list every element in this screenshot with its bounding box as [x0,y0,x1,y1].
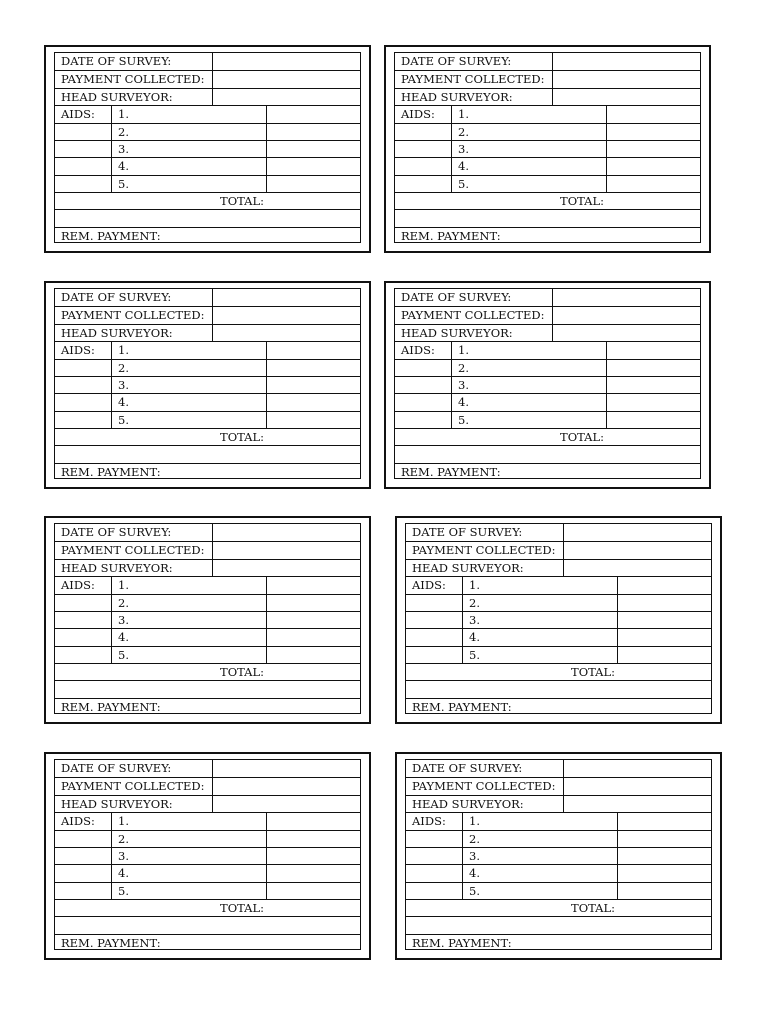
table-row [55,680,360,697]
total-label: TOTAL: [571,665,615,679]
head-surveyor-field[interactable] [212,560,360,576]
aid-amount-field[interactable] [266,577,360,593]
table-row [55,393,360,410]
table-row [55,324,360,341]
total-label: TOTAL: [220,901,264,915]
table-row [395,445,700,462]
aid-item-number: 4. [111,865,266,881]
date-of-survey-label: DATE OF SURVEY: [61,761,172,775]
aids-label: AIDS: [412,814,446,829]
aid-amount-field[interactable] [617,883,711,899]
aid-item-number: 1. [451,106,606,122]
table-row [406,680,711,697]
payment-collected-label: PAYMENT COLLECTED: [61,779,205,794]
head-surveyor-field[interactable] [212,796,360,812]
head-surveyor-label: HEAD SURVEYOR: [61,796,173,811]
table-row [406,628,711,645]
aid-item-number: 4. [111,158,266,174]
table-row [395,289,700,306]
table-row [55,795,360,812]
aid-item-number: 2. [111,360,266,376]
aid-amount-field[interactable] [266,360,360,376]
aid-amount-field[interactable] [617,647,711,663]
head-surveyor-label: HEAD SURVEYOR: [412,796,524,811]
form-table [405,759,712,950]
survey-card [384,281,711,489]
table-row [55,777,360,794]
table-row [55,524,360,541]
aid-item-number: 1. [462,577,617,593]
table-row [55,899,360,916]
total-amount-field[interactable] [55,681,360,697]
table-row [55,227,360,244]
table-row [55,53,360,70]
date-of-survey-field[interactable] [563,524,711,541]
aid-amount-field[interactable] [606,124,700,140]
total-label: TOTAL: [560,194,604,208]
table-row [55,428,360,445]
aid-amount-field[interactable] [617,612,711,628]
table-row [55,628,360,645]
aids-label: AIDS: [61,814,95,829]
aid-item-number: 4. [462,865,617,881]
aid-item-number: 5. [451,412,606,428]
date-of-survey-label: DATE OF SURVEY: [412,525,523,539]
aid-item-number: 3. [462,612,617,628]
aid-item-number: 1. [111,106,266,122]
table-row [55,663,360,680]
table-row [395,209,700,226]
table-row [55,175,360,192]
aid-item-number: 3. [111,377,266,393]
aid-amount-field[interactable] [266,865,360,881]
aid-item-number: 2. [451,360,606,376]
date-of-survey-field[interactable] [212,289,360,306]
table-row [406,541,711,558]
head-surveyor-label: HEAD SURVEYOR: [61,89,173,104]
table-row [406,698,711,715]
date-of-survey-label: DATE OF SURVEY: [61,290,172,304]
total-label: TOTAL: [220,430,264,444]
date-of-survey-label: DATE OF SURVEY: [412,761,523,775]
aid-item-number: 3. [111,612,266,628]
date-of-survey-field[interactable] [212,53,360,70]
aid-item-number: 1. [462,813,617,829]
table-row [395,324,700,341]
payment-collected-label: PAYMENT COLLECTED: [412,779,556,794]
form-table [54,523,361,714]
aid-item-number: 2. [111,124,266,140]
table-row [55,341,360,358]
aid-amount-field[interactable] [266,158,360,174]
total-amount-field[interactable] [406,917,711,933]
aid-item-number: 3. [451,141,606,157]
table-row [55,140,360,157]
aid-amount-field[interactable] [266,813,360,829]
head-surveyor-field[interactable] [212,89,360,105]
table-row [55,376,360,393]
head-surveyor-label: HEAD SURVEYOR: [401,325,513,340]
table-row [395,123,700,140]
aids-label: AIDS: [401,107,435,122]
survey-card [395,516,722,724]
table-row [395,428,700,445]
head-surveyor-field[interactable] [552,89,700,105]
date-of-survey-label: DATE OF SURVEY: [61,54,172,68]
aid-item-number: 1. [111,813,266,829]
table-row [395,70,700,87]
table-row [55,88,360,105]
payment-collected-field[interactable] [552,71,700,87]
aid-amount-field[interactable] [606,342,700,358]
total-label: TOTAL: [220,194,264,208]
table-row [55,830,360,847]
aid-item-number: 1. [111,342,266,358]
aid-amount-field[interactable] [617,831,711,847]
table-row [406,646,711,663]
table-row [406,847,711,864]
aid-amount-field[interactable] [266,141,360,157]
table-row [55,105,360,122]
table-row [406,795,711,812]
aid-amount-field[interactable] [606,106,700,122]
aid-item-number: 3. [462,848,617,864]
aid-amount-field[interactable] [266,176,360,192]
table-row [406,576,711,593]
aids-label: AIDS: [61,343,95,358]
table-row [55,411,360,428]
aid-amount-field[interactable] [266,106,360,122]
total-label: TOTAL: [571,901,615,915]
table-row [55,541,360,558]
head-surveyor-label: HEAD SURVEYOR: [61,325,173,340]
aids-label: AIDS: [61,578,95,593]
aid-amount-field[interactable] [606,141,700,157]
aid-amount-field[interactable] [266,595,360,611]
total-amount-field[interactable] [406,681,711,697]
total-amount-field[interactable] [395,446,700,462]
aid-item-number: 2. [462,831,617,847]
table-row [406,899,711,916]
payment-collected-label: PAYMENT COLLECTED: [61,308,205,323]
form-table [405,523,712,714]
aid-item-number: 3. [451,377,606,393]
table-row [406,777,711,794]
aid-amount-field[interactable] [606,412,700,428]
table-row [55,445,360,462]
aid-amount-field[interactable] [617,595,711,611]
table-row [395,341,700,358]
payment-collected-label: PAYMENT COLLECTED: [412,543,556,558]
aid-amount-field[interactable] [266,412,360,428]
aid-item-number: 5. [462,883,617,899]
date-of-survey-field[interactable] [552,289,700,306]
rem-payment-label: REM. PAYMENT: [61,228,161,243]
rem-payment-label: REM. PAYMENT: [401,228,501,243]
payment-collected-field[interactable] [212,307,360,323]
rem-payment-label: REM. PAYMENT: [61,935,161,950]
table-row [395,463,700,480]
table-row [55,698,360,715]
aid-item-number: 1. [111,577,266,593]
payment-collected-field[interactable] [563,778,711,794]
table-row [406,916,711,933]
aid-item-number: 5. [111,412,266,428]
head-surveyor-field[interactable] [552,325,700,341]
table-row [55,70,360,87]
aid-amount-field[interactable] [266,647,360,663]
table-row [55,916,360,933]
head-surveyor-field[interactable] [212,325,360,341]
table-row [395,53,700,70]
aid-item-number: 5. [111,647,266,663]
aid-item-number: 4. [451,158,606,174]
table-row [55,594,360,611]
table-row [395,88,700,105]
aid-item-number: 2. [462,595,617,611]
total-label: TOTAL: [220,665,264,679]
payment-collected-field[interactable] [563,542,711,558]
table-row [55,359,360,376]
aid-amount-field[interactable] [266,831,360,847]
aid-item-number: 5. [111,176,266,192]
form-table [394,288,701,479]
table-row [55,882,360,899]
aid-item-number: 3. [111,141,266,157]
date-of-survey-label: DATE OF SURVEY: [61,525,172,539]
aid-item-number: 5. [451,176,606,192]
table-row [395,393,700,410]
payment-collected-field[interactable] [212,778,360,794]
aid-item-number: 4. [111,629,266,645]
table-row [55,611,360,628]
date-of-survey-field[interactable] [552,53,700,70]
payment-collected-field[interactable] [552,307,700,323]
aid-item-number: 3. [111,848,266,864]
aid-amount-field[interactable] [266,848,360,864]
table-row [406,559,711,576]
aid-amount-field[interactable] [606,360,700,376]
table-row [406,611,711,628]
aid-amount-field[interactable] [617,848,711,864]
table-row [395,140,700,157]
table-row [395,227,700,244]
survey-card [44,281,371,489]
table-row [395,359,700,376]
table-row [55,847,360,864]
aid-amount-field[interactable] [606,394,700,410]
form-table [54,759,361,950]
payment-collected-label: PAYMENT COLLECTED: [61,543,205,558]
table-row [395,157,700,174]
table-row [395,376,700,393]
table-row [55,157,360,174]
total-amount-field[interactable] [55,446,360,462]
table-row [406,864,711,881]
total-amount-field[interactable] [395,210,700,226]
table-row [395,175,700,192]
table-row [395,306,700,323]
table-row [55,760,360,777]
table-row [406,812,711,829]
date-of-survey-label: DATE OF SURVEY: [401,54,512,68]
table-row [406,934,711,951]
table-row [406,524,711,541]
aids-label: AIDS: [61,107,95,122]
payment-collected-label: PAYMENT COLLECTED: [401,308,545,323]
payment-collected-field[interactable] [212,542,360,558]
aid-item-number: 1. [451,342,606,358]
survey-card [384,45,711,253]
survey-card [395,752,722,960]
rem-payment-label: REM. PAYMENT: [412,699,512,714]
aid-amount-field[interactable] [606,377,700,393]
table-row [55,864,360,881]
table-row [395,192,700,209]
aid-item-number: 5. [111,883,266,899]
table-row [395,411,700,428]
head-surveyor-field[interactable] [563,796,711,812]
payment-collected-label: PAYMENT COLLECTED: [61,72,205,87]
aid-amount-field[interactable] [606,158,700,174]
aid-item-number: 5. [462,647,617,663]
total-amount-field[interactable] [55,917,360,933]
survey-card [44,752,371,960]
aid-amount-field[interactable] [266,394,360,410]
aid-item-number: 2. [111,831,266,847]
aid-amount-field[interactable] [266,883,360,899]
form-table [394,52,701,243]
table-row [55,576,360,593]
table-row [55,646,360,663]
table-row [55,192,360,209]
survey-card [44,45,371,253]
aid-amount-field[interactable] [617,577,711,593]
survey-card [44,516,371,724]
aid-item-number: 2. [111,595,266,611]
form-table [54,288,361,479]
table-row [55,463,360,480]
table-row [55,559,360,576]
date-of-survey-field[interactable] [212,760,360,777]
payment-collected-label: PAYMENT COLLECTED: [401,72,545,87]
aid-amount-field[interactable] [266,377,360,393]
head-surveyor-label: HEAD SURVEYOR: [401,89,513,104]
rem-payment-label: REM. PAYMENT: [61,464,161,479]
aid-item-number: 2. [451,124,606,140]
aids-label: AIDS: [412,578,446,593]
table-row [55,289,360,306]
table-row [406,663,711,680]
table-row [55,934,360,951]
table-row [55,306,360,323]
rem-payment-label: REM. PAYMENT: [401,464,501,479]
form-table [54,52,361,243]
payment-collected-field[interactable] [212,71,360,87]
date-of-survey-label: DATE OF SURVEY: [401,290,512,304]
aid-item-number: 4. [111,394,266,410]
table-row [395,105,700,122]
aid-amount-field[interactable] [266,342,360,358]
table-row [55,209,360,226]
table-row [406,830,711,847]
rem-payment-label: REM. PAYMENT: [61,699,161,714]
date-of-survey-field[interactable] [212,524,360,541]
table-row [406,882,711,899]
aid-amount-field[interactable] [266,612,360,628]
aid-amount-field[interactable] [606,176,700,192]
head-surveyor-label: HEAD SURVEYOR: [412,560,524,575]
aid-amount-field[interactable] [266,629,360,645]
aid-amount-field[interactable] [617,629,711,645]
rem-payment-label: REM. PAYMENT: [412,935,512,950]
total-label: TOTAL: [560,430,604,444]
aid-amount-field[interactable] [266,124,360,140]
total-amount-field[interactable] [55,210,360,226]
table-row [55,123,360,140]
aid-amount-field[interactable] [617,865,711,881]
table-row [406,760,711,777]
aid-item-number: 4. [451,394,606,410]
head-surveyor-field[interactable] [563,560,711,576]
aids-label: AIDS: [401,343,435,358]
head-surveyor-label: HEAD SURVEYOR: [61,560,173,575]
aid-amount-field[interactable] [617,813,711,829]
table-row [55,812,360,829]
date-of-survey-field[interactable] [563,760,711,777]
aid-item-number: 4. [462,629,617,645]
table-row [406,594,711,611]
